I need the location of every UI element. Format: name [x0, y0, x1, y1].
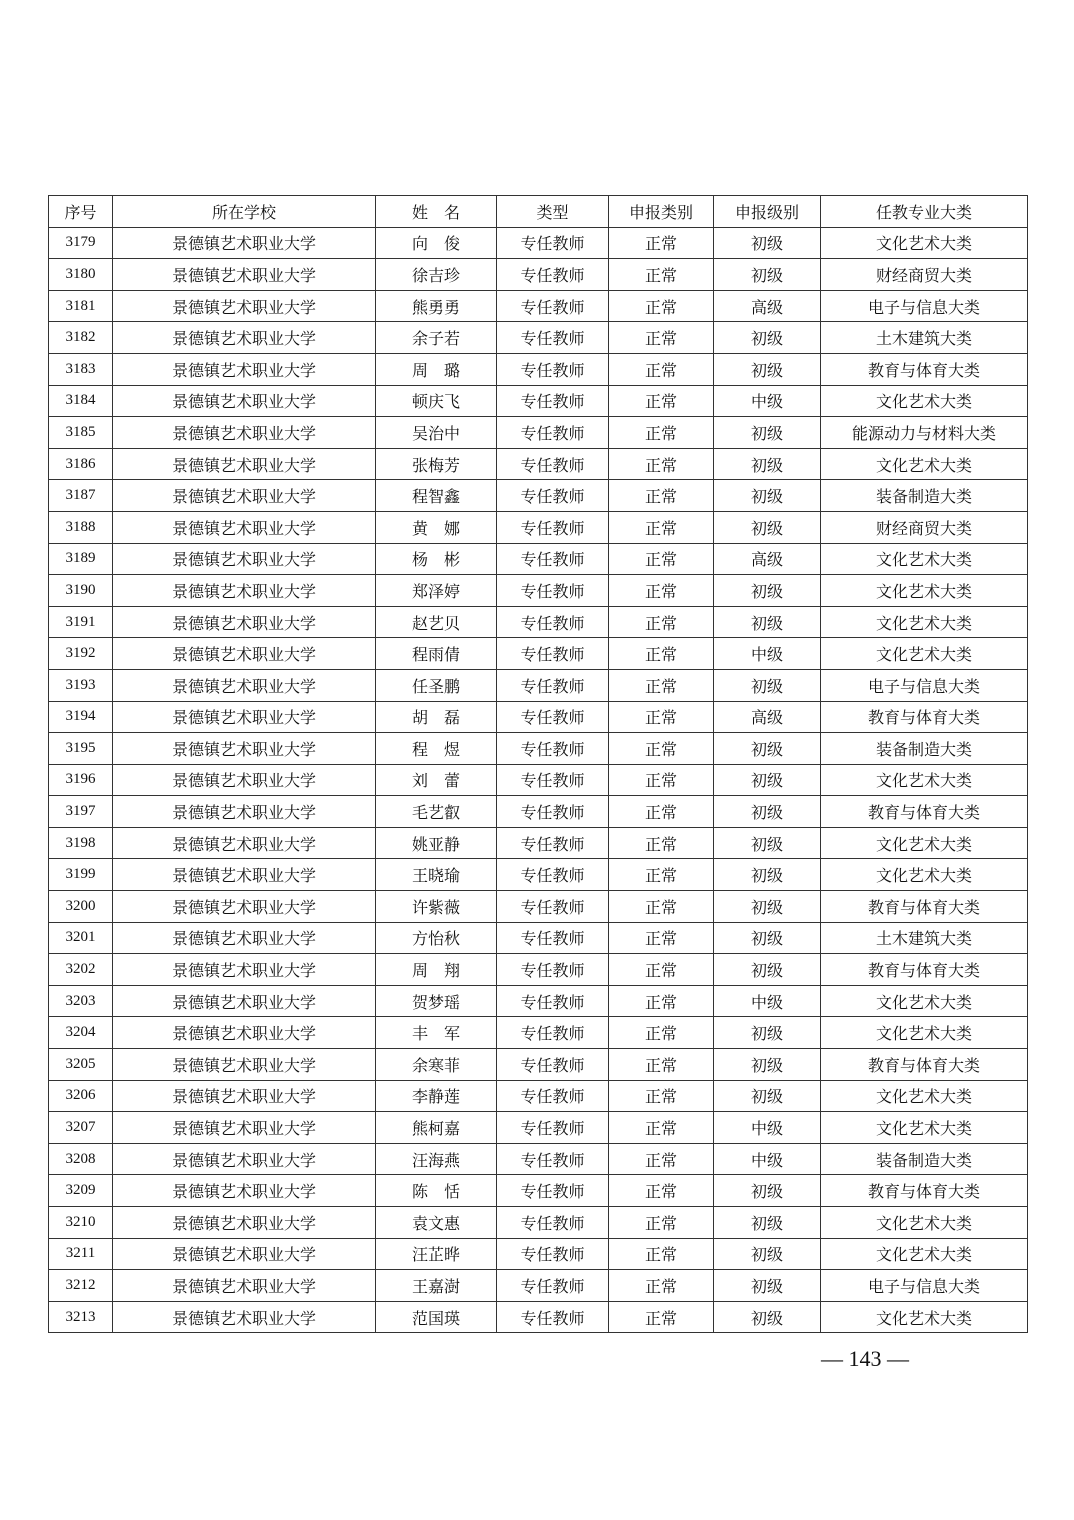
school-cell: 景德镇艺术职业大学	[113, 796, 376, 828]
name-cell: 余子若	[376, 322, 497, 354]
level-cell: 初级	[714, 575, 821, 607]
type-cell: 专任教师	[497, 1017, 609, 1049]
category-cell: 正常	[609, 638, 714, 670]
school-cell: 景德镇艺术职业大学	[113, 701, 376, 733]
index-cell: 3203	[49, 985, 113, 1017]
school-cell: 景德镇艺术职业大学	[113, 954, 376, 986]
school-cell: 景德镇艺术职业大学	[113, 1049, 376, 1081]
name-cell: 袁文惠	[376, 1207, 497, 1239]
header-teaching-major: 任教专业大类	[821, 196, 1028, 228]
index-cell: 3184	[49, 385, 113, 417]
category-cell: 正常	[609, 954, 714, 986]
type-cell: 专任教师	[497, 733, 609, 765]
category-cell: 正常	[609, 511, 714, 543]
major-cell: 电子与信息大类	[821, 1270, 1028, 1302]
category-cell: 正常	[609, 733, 714, 765]
category-cell: 正常	[609, 891, 714, 923]
table-row	[49, 1175, 1028, 1207]
table-row	[49, 259, 1028, 291]
school-cell: 景德镇艺术职业大学	[113, 385, 376, 417]
major-cell: 装备制造大类	[821, 1143, 1028, 1175]
category-cell: 正常	[609, 1112, 714, 1144]
category-cell: 正常	[609, 796, 714, 828]
name-cell: 方怡秋	[376, 922, 497, 954]
level-cell: 中级	[714, 638, 821, 670]
school-cell: 景德镇艺术职业大学	[113, 922, 376, 954]
major-cell: 教育与体育大类	[821, 796, 1028, 828]
major-cell: 文化艺术大类	[821, 606, 1028, 638]
name-cell: 姚亚静	[376, 827, 497, 859]
level-cell: 初级	[714, 1270, 821, 1302]
index-cell: 3205	[49, 1049, 113, 1081]
type-cell: 专任教师	[497, 638, 609, 670]
major-cell: 电子与信息大类	[821, 669, 1028, 701]
index-cell: 3197	[49, 796, 113, 828]
school-cell: 景德镇艺术职业大学	[113, 511, 376, 543]
type-cell: 专任教师	[497, 1207, 609, 1239]
type-cell: 专任教师	[497, 796, 609, 828]
major-cell: 教育与体育大类	[821, 1175, 1028, 1207]
category-cell: 正常	[609, 1207, 714, 1239]
index-cell: 3199	[49, 859, 113, 891]
level-cell: 初级	[714, 954, 821, 986]
index-cell: 3211	[49, 1238, 113, 1270]
table-row	[49, 922, 1028, 954]
major-cell: 财经商贸大类	[821, 259, 1028, 291]
table-row	[49, 1301, 1028, 1333]
major-cell: 文化艺术大类	[821, 448, 1028, 480]
table-row	[49, 322, 1028, 354]
type-cell: 专任教师	[497, 1301, 609, 1333]
table-row	[49, 511, 1028, 543]
school-cell: 景德镇艺术职业大学	[113, 1238, 376, 1270]
major-cell: 教育与体育大类	[821, 353, 1028, 385]
level-cell: 初级	[714, 764, 821, 796]
level-cell: 中级	[714, 1143, 821, 1175]
level-cell: 初级	[714, 891, 821, 923]
category-cell: 正常	[609, 1049, 714, 1081]
school-cell: 景德镇艺术职业大学	[113, 417, 376, 449]
table-row	[49, 290, 1028, 322]
level-cell: 初级	[714, 1238, 821, 1270]
table-row	[49, 353, 1028, 385]
school-cell: 景德镇艺术职业大学	[113, 638, 376, 670]
major-cell: 文化艺术大类	[821, 859, 1028, 891]
type-cell: 专任教师	[497, 764, 609, 796]
level-cell: 初级	[714, 827, 821, 859]
major-cell: 文化艺术大类	[821, 1112, 1028, 1144]
name-cell: 李静莲	[376, 1080, 497, 1112]
table-row	[49, 985, 1028, 1017]
table-row	[49, 859, 1028, 891]
level-cell: 初级	[714, 1080, 821, 1112]
type-cell: 专任教师	[497, 1238, 609, 1270]
level-cell: 中级	[714, 985, 821, 1017]
index-cell: 3187	[49, 480, 113, 512]
level-cell: 初级	[714, 480, 821, 512]
name-cell: 汪芷晔	[376, 1238, 497, 1270]
type-cell: 专任教师	[497, 322, 609, 354]
index-cell: 3210	[49, 1207, 113, 1239]
level-cell: 初级	[714, 669, 821, 701]
level-cell: 中级	[714, 385, 821, 417]
school-cell: 景德镇艺术职业大学	[113, 1017, 376, 1049]
index-cell: 3181	[49, 290, 113, 322]
category-cell: 正常	[609, 827, 714, 859]
school-cell: 景德镇艺术职业大学	[113, 859, 376, 891]
index-cell: 3198	[49, 827, 113, 859]
table-row	[49, 1207, 1028, 1239]
level-cell: 初级	[714, 227, 821, 259]
major-cell: 文化艺术大类	[821, 764, 1028, 796]
table-row	[49, 227, 1028, 259]
name-cell: 余寒菲	[376, 1049, 497, 1081]
name-cell: 徐吉珍	[376, 259, 497, 291]
category-cell: 正常	[609, 1301, 714, 1333]
level-cell: 初级	[714, 1207, 821, 1239]
major-cell: 教育与体育大类	[821, 1049, 1028, 1081]
school-cell: 景德镇艺术职业大学	[113, 606, 376, 638]
type-cell: 专任教师	[497, 985, 609, 1017]
table-row	[49, 827, 1028, 859]
header-application-category: 申报类别	[609, 196, 714, 228]
major-cell: 文化艺术大类	[821, 227, 1028, 259]
type-cell: 专任教师	[497, 1112, 609, 1144]
name-cell: 任圣鹏	[376, 669, 497, 701]
school-cell: 景德镇艺术职业大学	[113, 1175, 376, 1207]
school-cell: 景德镇艺术职业大学	[113, 764, 376, 796]
level-cell: 中级	[714, 1112, 821, 1144]
category-cell: 正常	[609, 764, 714, 796]
index-cell: 3190	[49, 575, 113, 607]
index-cell: 3207	[49, 1112, 113, 1144]
school-cell: 景德镇艺术职业大学	[113, 259, 376, 291]
major-cell: 文化艺术大类	[821, 385, 1028, 417]
type-cell: 专任教师	[497, 1270, 609, 1302]
level-cell: 初级	[714, 733, 821, 765]
type-cell: 专任教师	[497, 353, 609, 385]
name-cell: 熊勇勇	[376, 290, 497, 322]
school-cell: 景德镇艺术职业大学	[113, 575, 376, 607]
level-cell: 初级	[714, 796, 821, 828]
level-cell: 初级	[714, 1175, 821, 1207]
header-application-level: 申报级别	[714, 196, 821, 228]
table-row	[49, 1080, 1028, 1112]
name-cell: 张梅芳	[376, 448, 497, 480]
category-cell: 正常	[609, 606, 714, 638]
category-cell: 正常	[609, 1238, 714, 1270]
name-cell: 吴治中	[376, 417, 497, 449]
type-cell: 专任教师	[497, 954, 609, 986]
major-cell: 文化艺术大类	[821, 1207, 1028, 1239]
table-row	[49, 575, 1028, 607]
level-cell: 初级	[714, 1301, 821, 1333]
name-cell: 陈 恬	[376, 1175, 497, 1207]
index-cell: 3185	[49, 417, 113, 449]
page-number: — 143 —	[821, 1346, 909, 1371]
level-cell: 初级	[714, 259, 821, 291]
category-cell: 正常	[609, 259, 714, 291]
category-cell: 正常	[609, 1270, 714, 1302]
category-cell: 正常	[609, 385, 714, 417]
name-cell: 周 翔	[376, 954, 497, 986]
type-cell: 专任教师	[497, 480, 609, 512]
school-cell: 景德镇艺术职业大学	[113, 1207, 376, 1239]
level-cell: 初级	[714, 859, 821, 891]
applicant-table	[48, 195, 1028, 1333]
index-cell: 3180	[49, 259, 113, 291]
table-row	[49, 543, 1028, 575]
index-cell: 3200	[49, 891, 113, 923]
index-cell: 3209	[49, 1175, 113, 1207]
type-cell: 专任教师	[497, 227, 609, 259]
name-cell: 刘 蕾	[376, 764, 497, 796]
index-cell: 3188	[49, 511, 113, 543]
major-cell: 文化艺术大类	[821, 1238, 1028, 1270]
table-row	[49, 1049, 1028, 1081]
major-cell: 教育与体育大类	[821, 954, 1028, 986]
major-cell: 教育与体育大类	[821, 701, 1028, 733]
type-cell: 专任教师	[497, 1143, 609, 1175]
level-cell: 初级	[714, 322, 821, 354]
major-cell: 电子与信息大类	[821, 290, 1028, 322]
category-cell: 正常	[609, 985, 714, 1017]
name-cell: 向 俊	[376, 227, 497, 259]
school-cell: 景德镇艺术职业大学	[113, 891, 376, 923]
table-row	[49, 638, 1028, 670]
type-cell: 专任教师	[497, 701, 609, 733]
category-cell: 正常	[609, 1017, 714, 1049]
level-cell: 初级	[714, 606, 821, 638]
type-cell: 专任教师	[497, 669, 609, 701]
school-cell: 景德镇艺术职业大学	[113, 1112, 376, 1144]
type-cell: 专任教师	[497, 922, 609, 954]
table-row	[49, 480, 1028, 512]
name-cell: 黄 娜	[376, 511, 497, 543]
name-cell: 王晓瑜	[376, 859, 497, 891]
school-cell: 景德镇艺术职业大学	[113, 1301, 376, 1333]
level-cell: 高级	[714, 290, 821, 322]
name-cell: 赵艺贝	[376, 606, 497, 638]
name-cell: 程 煜	[376, 733, 497, 765]
index-cell: 3204	[49, 1017, 113, 1049]
major-cell: 文化艺术大类	[821, 1017, 1028, 1049]
type-cell: 专任教师	[497, 417, 609, 449]
major-cell: 财经商贸大类	[821, 511, 1028, 543]
type-cell: 专任教师	[497, 259, 609, 291]
header-name: 姓 名	[376, 196, 497, 228]
index-cell: 3193	[49, 669, 113, 701]
table-row	[49, 1238, 1028, 1270]
type-cell: 专任教师	[497, 891, 609, 923]
header-index: 序号	[49, 196, 113, 228]
table-body	[49, 227, 1028, 1333]
index-cell: 3208	[49, 1143, 113, 1175]
table-row	[49, 1017, 1028, 1049]
index-cell: 3191	[49, 606, 113, 638]
type-cell: 专任教师	[497, 448, 609, 480]
school-cell: 景德镇艺术职业大学	[113, 1080, 376, 1112]
name-cell: 周 璐	[376, 353, 497, 385]
table-row	[49, 606, 1028, 638]
table-row	[49, 891, 1028, 923]
table-row	[49, 1112, 1028, 1144]
index-cell: 3196	[49, 764, 113, 796]
category-cell: 正常	[609, 480, 714, 512]
table-row	[49, 764, 1028, 796]
type-cell: 专任教师	[497, 385, 609, 417]
category-cell: 正常	[609, 575, 714, 607]
category-cell: 正常	[609, 290, 714, 322]
level-cell: 初级	[714, 511, 821, 543]
index-cell: 3182	[49, 322, 113, 354]
name-cell: 王嘉澍	[376, 1270, 497, 1302]
type-cell: 专任教师	[497, 1049, 609, 1081]
type-cell: 专任教师	[497, 859, 609, 891]
major-cell: 文化艺术大类	[821, 638, 1028, 670]
name-cell: 许紫薇	[376, 891, 497, 923]
index-cell: 3195	[49, 733, 113, 765]
school-cell: 景德镇艺术职业大学	[113, 353, 376, 385]
index-cell: 3202	[49, 954, 113, 986]
type-cell: 专任教师	[497, 511, 609, 543]
level-cell: 初级	[714, 922, 821, 954]
school-cell: 景德镇艺术职业大学	[113, 1270, 376, 1302]
type-cell: 专任教师	[497, 827, 609, 859]
name-cell: 熊柯嘉	[376, 1112, 497, 1144]
school-cell: 景德镇艺术职业大学	[113, 669, 376, 701]
name-cell: 汪海燕	[376, 1143, 497, 1175]
category-cell: 正常	[609, 322, 714, 354]
major-cell: 装备制造大类	[821, 480, 1028, 512]
major-cell: 能源动力与材料大类	[821, 417, 1028, 449]
name-cell: 范国瑛	[376, 1301, 497, 1333]
name-cell: 胡 磊	[376, 701, 497, 733]
index-cell: 3212	[49, 1270, 113, 1302]
school-cell: 景德镇艺术职业大学	[113, 1143, 376, 1175]
major-cell: 文化艺术大类	[821, 575, 1028, 607]
school-cell: 景德镇艺术职业大学	[113, 480, 376, 512]
index-cell: 3194	[49, 701, 113, 733]
school-cell: 景德镇艺术职业大学	[113, 543, 376, 575]
index-cell: 3201	[49, 922, 113, 954]
category-cell: 正常	[609, 1143, 714, 1175]
category-cell: 正常	[609, 1175, 714, 1207]
category-cell: 正常	[609, 1080, 714, 1112]
table-row	[49, 733, 1028, 765]
header-type: 类型	[497, 196, 609, 228]
type-cell: 专任教师	[497, 575, 609, 607]
index-cell: 3186	[49, 448, 113, 480]
category-cell: 正常	[609, 543, 714, 575]
category-cell: 正常	[609, 859, 714, 891]
category-cell: 正常	[609, 448, 714, 480]
table-row	[49, 417, 1028, 449]
type-cell: 专任教师	[497, 1175, 609, 1207]
header-school: 所在学校	[113, 196, 376, 228]
index-cell: 3192	[49, 638, 113, 670]
index-cell: 3179	[49, 227, 113, 259]
major-cell: 文化艺术大类	[821, 543, 1028, 575]
name-cell: 顿庆飞	[376, 385, 497, 417]
index-cell: 3213	[49, 1301, 113, 1333]
major-cell: 装备制造大类	[821, 733, 1028, 765]
name-cell: 丰 军	[376, 1017, 497, 1049]
type-cell: 专任教师	[497, 543, 609, 575]
level-cell: 初级	[714, 1017, 821, 1049]
name-cell: 毛艺叡	[376, 796, 497, 828]
table-row	[49, 385, 1028, 417]
category-cell: 正常	[609, 701, 714, 733]
major-cell: 文化艺术大类	[821, 827, 1028, 859]
category-cell: 正常	[609, 417, 714, 449]
school-cell: 景德镇艺术职业大学	[113, 985, 376, 1017]
table-row	[49, 1143, 1028, 1175]
major-cell: 文化艺术大类	[821, 1301, 1028, 1333]
level-cell: 初级	[714, 417, 821, 449]
table-row	[49, 669, 1028, 701]
name-cell: 杨 彬	[376, 543, 497, 575]
index-cell: 3206	[49, 1080, 113, 1112]
level-cell: 初级	[714, 448, 821, 480]
table-header-row	[49, 196, 1028, 228]
index-cell: 3183	[49, 353, 113, 385]
category-cell: 正常	[609, 669, 714, 701]
name-cell: 程智鑫	[376, 480, 497, 512]
school-cell: 景德镇艺术职业大学	[113, 290, 376, 322]
level-cell: 初级	[714, 1049, 821, 1081]
major-cell: 土木建筑大类	[821, 922, 1028, 954]
index-cell: 3189	[49, 543, 113, 575]
school-cell: 景德镇艺术职业大学	[113, 448, 376, 480]
type-cell: 专任教师	[497, 290, 609, 322]
table-row	[49, 1270, 1028, 1302]
major-cell: 文化艺术大类	[821, 985, 1028, 1017]
level-cell: 初级	[714, 353, 821, 385]
major-cell: 教育与体育大类	[821, 891, 1028, 923]
level-cell: 高级	[714, 701, 821, 733]
school-cell: 景德镇艺术职业大学	[113, 227, 376, 259]
name-cell: 郑泽婷	[376, 575, 497, 607]
type-cell: 专任教师	[497, 1080, 609, 1112]
category-cell: 正常	[609, 922, 714, 954]
table-row	[49, 954, 1028, 986]
category-cell: 正常	[609, 353, 714, 385]
major-cell: 土木建筑大类	[821, 322, 1028, 354]
category-cell: 正常	[609, 227, 714, 259]
table-row	[49, 796, 1028, 828]
table-row	[49, 701, 1028, 733]
school-cell: 景德镇艺术职业大学	[113, 733, 376, 765]
school-cell: 景德镇艺术职业大学	[113, 827, 376, 859]
table-row	[49, 448, 1028, 480]
level-cell: 高级	[714, 543, 821, 575]
name-cell: 程雨倩	[376, 638, 497, 670]
type-cell: 专任教师	[497, 606, 609, 638]
major-cell: 文化艺术大类	[821, 1080, 1028, 1112]
name-cell: 贺梦瑶	[376, 985, 497, 1017]
school-cell: 景德镇艺术职业大学	[113, 322, 376, 354]
